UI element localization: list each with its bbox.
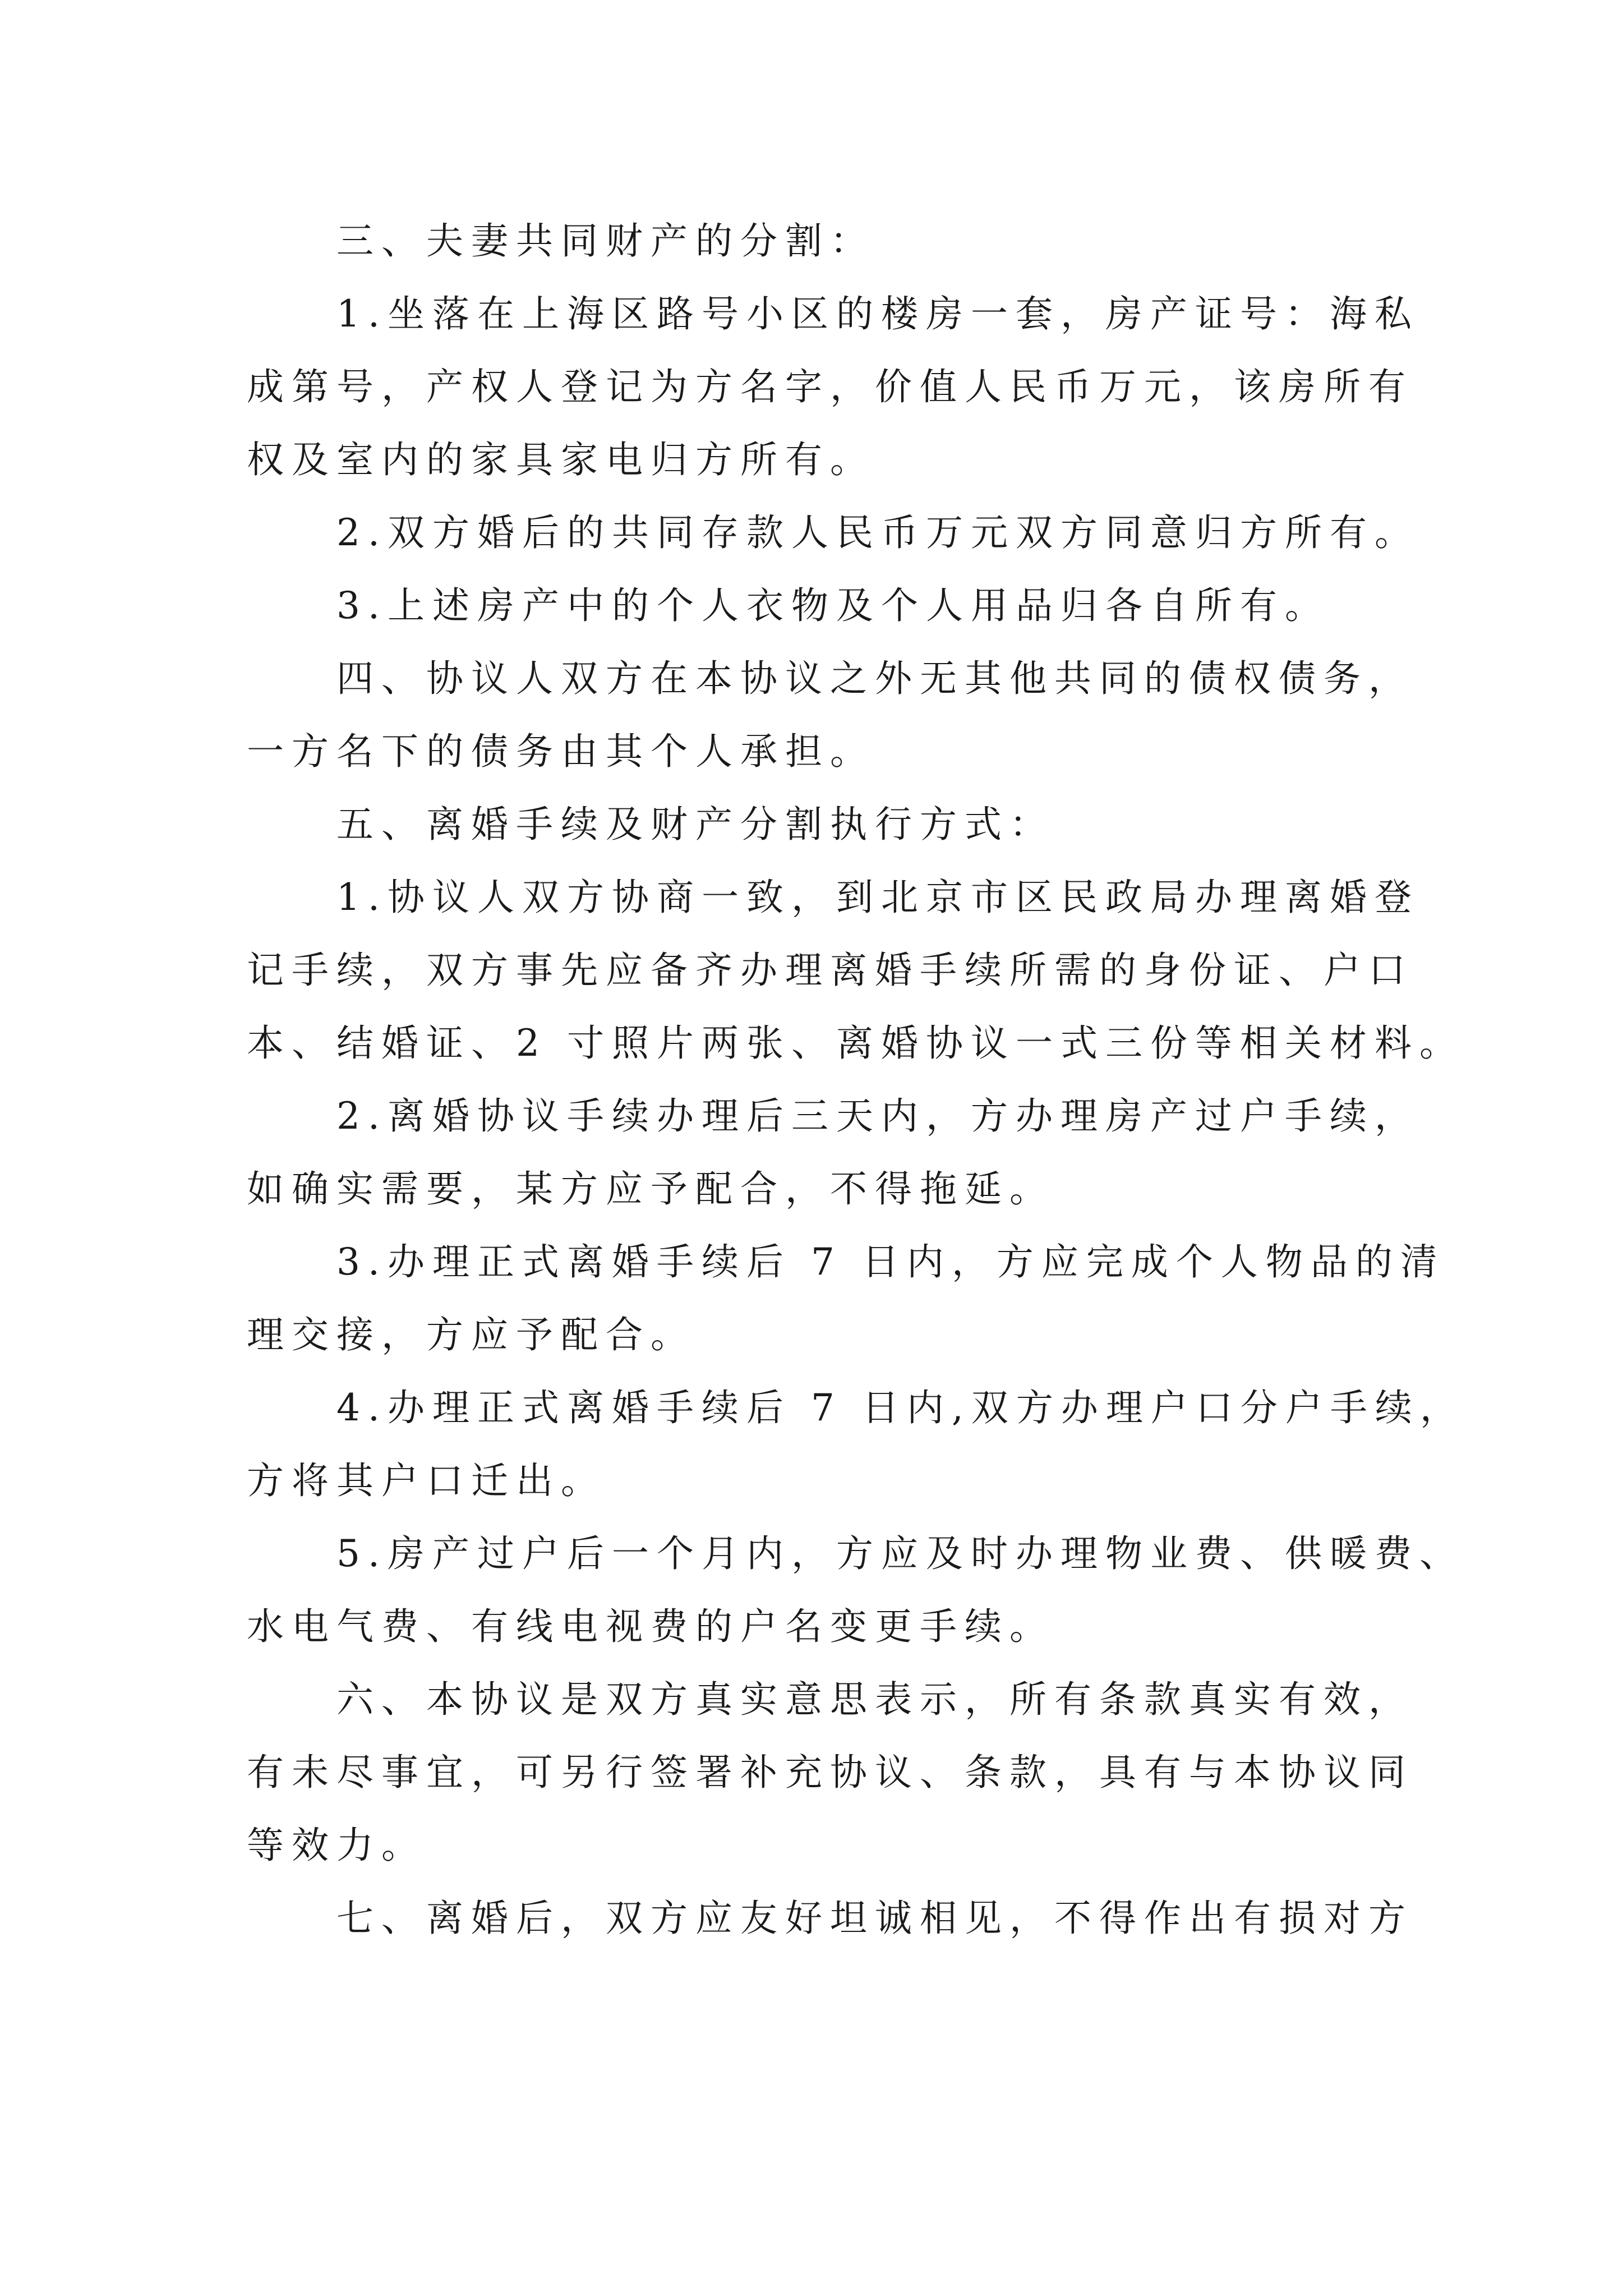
paragraph-line: 2.双方婚后的共同存款人民币万元双方同意归方所有。 <box>247 511 1419 554</box>
section-heading-6: 六、本协议是双方真实意思表示，所有条款真实有效， <box>247 1678 1413 1721</box>
section-heading-7: 七、离婚后，双方应友好坦诚相见，不得作出有损对方 <box>247 1897 1413 1940</box>
paragraph-line: 3.办理正式离婚手续后 7 日内，方应完成个人物品的清 <box>247 1240 1445 1283</box>
paragraph-line: 1.坐落在上海区路号小区的楼房一套，房产证号：海私 <box>247 292 1419 335</box>
paragraph-line: 如确实需要，某方应予配合，不得拖延。 <box>247 1167 1054 1211</box>
section-heading-5: 五、离婚手续及财产分割执行方式： <box>247 803 1054 846</box>
paragraph-line: 有未尽事宜，可另行签署补充协议、条款，具有与本协议同 <box>247 1751 1413 1794</box>
paragraph-line: 一方名下的债务由其个人承担。 <box>247 730 875 773</box>
paragraph-line: 记手续，双方事先应备齐办理离婚手续所需的身份证、户口 <box>247 949 1413 992</box>
paragraph-line: 2.离婚协议手续办理后三天内，方办理房产过户手续， <box>247 1094 1419 1138</box>
document-body <box>247 216 1465 1966</box>
section-heading-4: 四、协议人双方在本协议之外无其他共同的债权债务， <box>247 657 1413 700</box>
paragraph-line: 4.办理正式离婚手续后 7 日内,双方办理户口分户手续， <box>247 1386 1465 1429</box>
paragraph-line: 本、结婚证、2 寸照片两张、离婚协议一式三份等相关材料。 <box>247 1022 1464 1065</box>
paragraph-line: 水电气费、有线电视费的户名变更手续。 <box>247 1605 1054 1648</box>
paragraph-line: 等效力。 <box>247 1824 426 1867</box>
paragraph-line: 成第号，产权人登记为方名字，价值人民币万元，该房所有 <box>247 365 1413 408</box>
paragraph-line: 5.房产过户后一个月内，方应及时办理物业费、供暖费、 <box>247 1532 1464 1575</box>
paragraph-line: 方将其户口迁出。 <box>247 1459 606 1502</box>
paragraph-line: 1.协议人双方协商一致，到北京市区民政局办理离婚登 <box>247 876 1419 919</box>
paragraph-line: 3.上述房产中的个人衣物及个人用品归各自所有。 <box>247 584 1330 627</box>
section-heading-3: 三、夫妻共同财产的分割： <box>247 219 875 263</box>
paragraph-line: 理交接，方应予配合。 <box>247 1313 695 1356</box>
paragraph-line: 权及室内的家具家电归方所有。 <box>247 438 875 481</box>
